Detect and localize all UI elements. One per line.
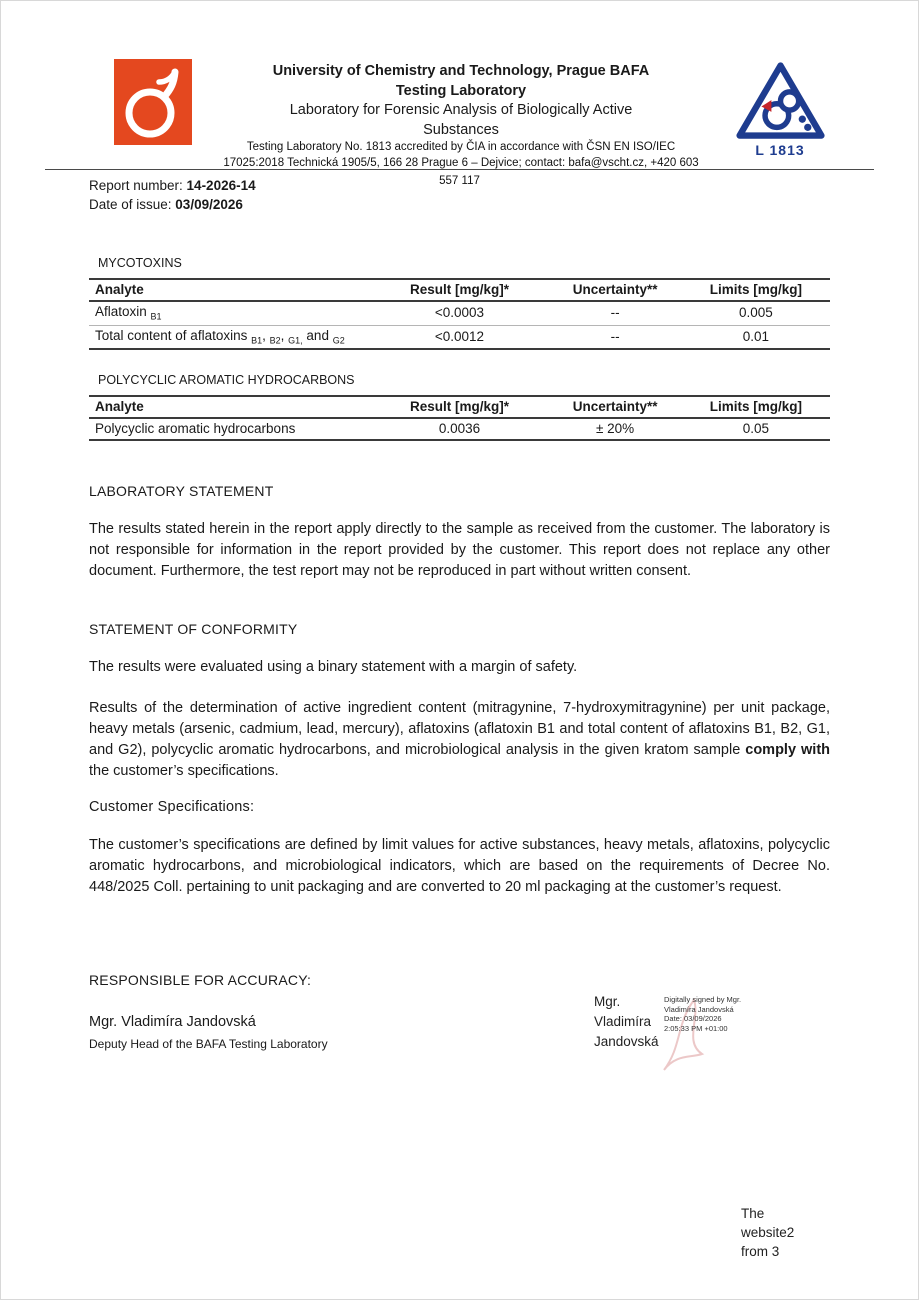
accreditation-line1: Testing Laboratory No. 1813 accredited by ČIA in accordance with ČSN EN ISO/IEC: [246, 141, 676, 153]
cia-accreditation-logo: [730, 61, 830, 158]
digital-signature-block: [594, 992, 824, 1052]
report-number-value: 14-2026-14: [186, 178, 256, 193]
analyte-cell: Aflatoxin $_{B1}$: [95, 304, 162, 322]
analyte-cell: Total content of aflatoxins $_{B1}$, $_{B2}$, $_{G1,}$ and $_{G2}$: [89, 325, 371, 349]
col-header-analyte: Analyte: [89, 279, 371, 301]
page-indicator: [741, 1204, 794, 1261]
col-header-result: Result [mg/kg]*: [371, 279, 549, 301]
table-row: [89, 301, 830, 325]
customer-specs-body: The customer’s specifications are defined by limit values for active substances, heavy metals, aflatoxins, polycyclic aromatic hydrocarbons, and microbiological indicators, which are based on the requirements of Decree No. 448/2025 Coll. pertaining to unit packaging and are converted to 20 ml packaging at the customer’s request.: [89, 837, 830, 896]
date-value: 03/09/2026: [175, 197, 243, 212]
report-number-label: Report number:: [89, 178, 187, 193]
limit-cell: 0.01: [682, 325, 830, 349]
signature-details: [664, 992, 741, 1033]
lab-name-line2: Substances: [423, 121, 499, 138]
mycotoxins-table-header: [89, 279, 830, 301]
page-indicator-line2: website2: [741, 1225, 795, 1240]
conformity-paragraph-2: [89, 698, 830, 782]
org-title-line1: University of Chemistry and Technology, Prague BAFA: [272, 63, 650, 79]
mycotoxins-table-body: [89, 301, 830, 349]
analyte-cell: Polycyclic aromatic hydrocarbons: [89, 418, 371, 440]
conformity-heading: STATEMENT OF CONFORMITY: [89, 621, 298, 638]
signature-detail-line: 2:05:33 PM +01:00: [664, 1023, 728, 1033]
page-indicator-line1: The: [741, 1206, 765, 1221]
result-cell: 0.0036: [371, 418, 549, 440]
conformity-para2-bold: comply with: [745, 742, 830, 759]
cia-triangle-icon: [733, 61, 828, 141]
uncertainty-cell: --: [610, 305, 620, 321]
page-indicator-line3: from 3: [741, 1244, 780, 1259]
responsible-person-role: Deputy Head of the BAFA Testing Laboratory: [89, 1037, 328, 1052]
header-row: [89, 279, 830, 301]
result-cell: <0.0003: [434, 305, 485, 321]
responsibility-heading: RESPONSIBLE FOR ACCURACY:: [89, 972, 312, 989]
header-row: [89, 396, 830, 418]
uncertainty-cell: ± 20%: [548, 418, 681, 440]
header-text: [192, 59, 730, 171]
header: [89, 59, 830, 171]
col-header-analyte: Analyte: [89, 396, 371, 418]
accreditation-line2: 17025:2018 Technická 1905/5, 166 28 Prague 6 – Dejvice; contact: bafa@vscht.cz, +420 603: [223, 156, 699, 169]
col-header-uncertainty: Uncertainty**: [548, 396, 681, 418]
table-row: [89, 418, 830, 440]
col-header-limits: Limits [mg/kg]: [682, 396, 830, 418]
col-header-uncertainty: Uncertainty**: [548, 279, 681, 301]
uncertainty-cell: --: [548, 325, 681, 349]
signature-detail-line: Date: 03/09/2026: [664, 1014, 722, 1024]
table-row: [89, 325, 830, 349]
signature-detail-line: Vladimíra Jandovská: [664, 1004, 734, 1014]
laboratory-statement-heading: LABORATORY STATEMENT: [89, 483, 274, 500]
pah-table: [89, 395, 830, 441]
conformity-para2-pre: Results of the determination of active ingredient content (mitragynine, 7-hydroxymitragynine) per unit package, heavy metals (arsenic, cadmium, lead, mercury), aflatoxins (aflatoxin B1 and total content of aflatoxins B1, B2, G1, and G2), polycyclic aromatic hydrocarbons, and microbiological analysis in the given kratom sample: [89, 700, 830, 759]
result-cell: <0.0012: [371, 325, 549, 349]
col-header-limits: Limits [mg/kg]: [682, 279, 830, 301]
conformity-para2-post: the customer’s specifications.: [89, 763, 279, 780]
lab-name-line1: Laboratory for Forensic Analysis of Biologically Active: [289, 102, 633, 118]
pah-table-header: [89, 396, 830, 418]
conformity-paragraph-1: The results were evaluated using a binary statement with a margin of safety.: [89, 659, 578, 676]
responsibility-section: [89, 972, 830, 1051]
date-of-issue-line: [89, 195, 830, 214]
col-header-result: Result [mg/kg]*: [371, 396, 549, 418]
cia-logo-label: L 1813: [755, 142, 805, 158]
org-title-line2: Testing Laboratory: [395, 83, 527, 99]
mycotoxins-section-label: MYCOTOXINS: [98, 256, 182, 270]
pah-table-body: [89, 418, 830, 440]
date-label: Date of issue:: [89, 197, 176, 212]
uct-flask-icon: [114, 59, 192, 145]
limit-cell: 0.005: [738, 305, 773, 321]
report-meta: [89, 176, 830, 214]
laboratory-statement-body: The results stated herein in the report apply directly to the sample as received from the customer. The laboratory is not responsible for information in the report provided by the customer. This report does not replace any other document. Furthermore, the test report may not be reproduced in part without written consent.: [89, 521, 830, 580]
signature-name: Mgr. Vladimíra Jandovská: [594, 994, 659, 1050]
pah-section-label: POLYCYCLIC AROMATIC HYDROCARBONS: [98, 373, 355, 388]
phone-overflow: 557 117: [439, 175, 480, 187]
customer-specs-heading: Customer Specifications:: [89, 799, 255, 816]
signature-detail-line: Digitally signed by Mgr.: [664, 995, 742, 1005]
limit-cell: 0.05: [682, 418, 830, 440]
mycotoxins-table: [89, 278, 830, 350]
responsible-person-name: Mgr. Vladimíra Jandovská: [89, 1014, 256, 1031]
uct-logo: [114, 59, 192, 150]
